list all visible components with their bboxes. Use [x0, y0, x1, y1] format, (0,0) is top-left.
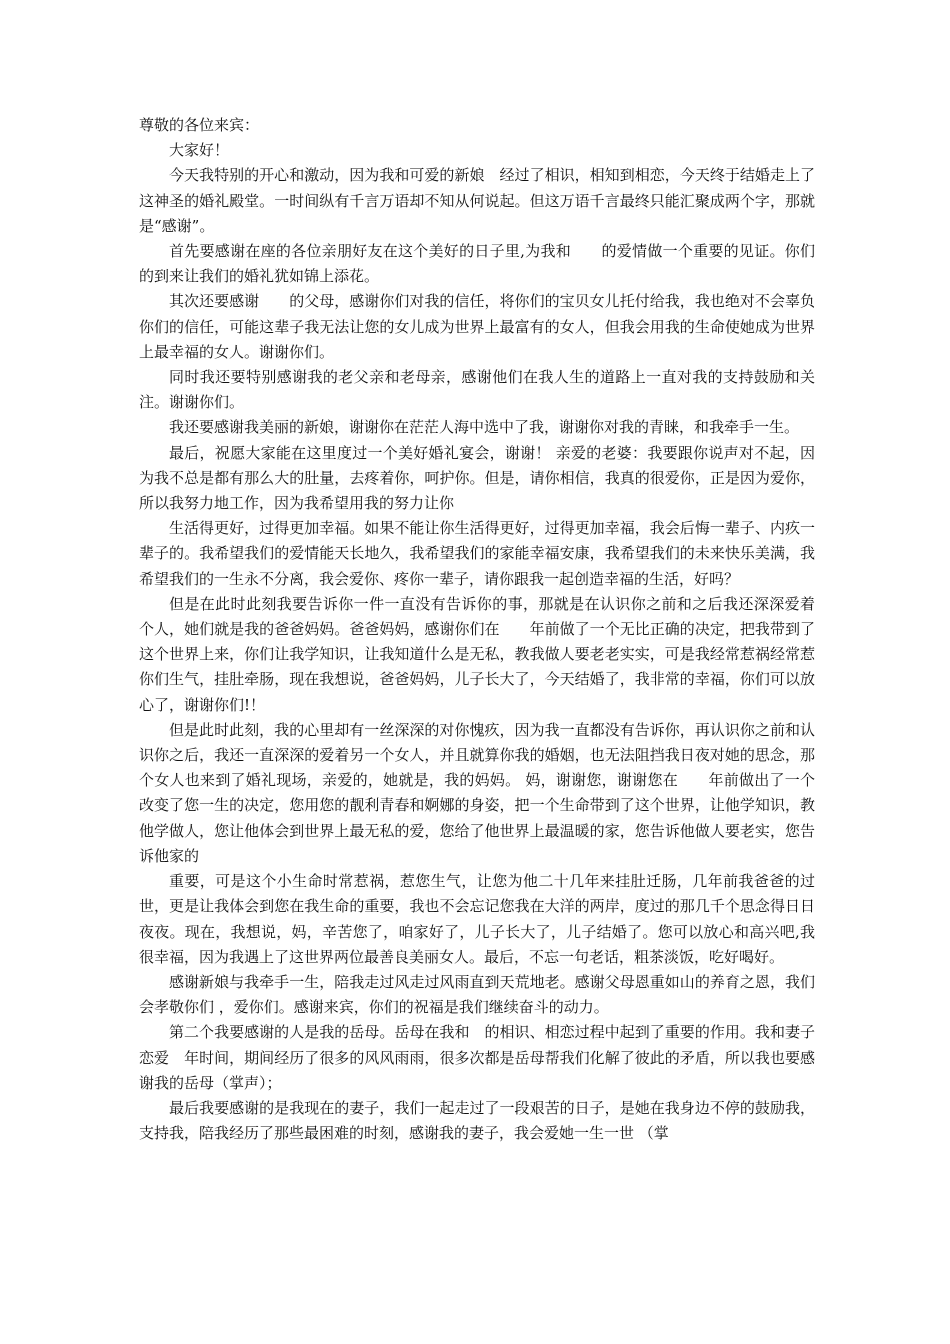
paragraph-gratitude: 感谢新娘与我牵手一生，陪我走过风走过风雨直到天荒地老。感谢父母恩重如山的养育之恩，我们会孝敬你们 ，爱你们。感谢来宾，你们的祝福是我们继续奋斗的动力。 — [139, 972, 815, 1017]
paragraph-greeting: 大家好！ — [169, 141, 230, 160]
paragraph-mother-continued: 重要，可是这个小生命时常惹祸，惹您生气，让您为他二十几年来挂肚迁肠，几年前我爸爸的过世，更是让我体会到您在我生命的重要，我也不会忘记您我在大洋的两岸，度过的那几千个思念得日日夜夜。现在，我想说，妈，辛苦您了，咱家好了，儿子长大了，儿子结婚了。您可以放心和高兴吧,我很幸福，因为我遇上了这世界两位最善良美丽女人。最后，不忘一句老话，粗茶淡饭，吃好喝好。 — [139, 872, 815, 966]
paragraph-thanks-bride-parents: 其次还要感谢 的父母，感谢你们对我的信任，将你们的宝贝女儿托付给我，我也绝对不会辜负你们的信任，可能这辈子我无法让您的女儿成为世界上最富有的女人，但我会用我的生命使她成为世界上最幸福的女人。谢谢你们。 — [139, 292, 815, 361]
paragraph-wife-closing: 最后我要感谢的是我现在的妻子，我们一起走过了一段艰苦的日子，是她在我身边不停的鼓励我，支持我，陪我经历了那些最困难的时刻，感谢我的妻子，我会爱她一生一世 （掌 — [139, 1098, 815, 1143]
salutation: 尊敬的各位来宾： — [139, 116, 260, 134]
paragraph-parents: 但是在此时此刻我要告诉你一件一直没有告诉你的事，那就是在认识你之前和之后我还深深爱着 个人，她们就是我的爸爸妈妈。爸爸妈妈，感谢你们在 年前做了一个无比正确的决定，把我带到了这个世界上来，你们让我学知识，让我知道什么是无私，教我做人要老老实实，可是我经常惹祸经常惹你们生气，挂肚牵肠，现在我想说，爸爸妈妈，儿子长大了，今天结婚了，我非常的幸福，你们可以放心了，谢谢你们!！ — [139, 594, 831, 714]
paragraph-thanks-guests: 首先要感谢在座的各位亲朋好友在这个美好的日子里,为我和 的爱情做一个重要的见证。你们的到来让我们的婚礼犹如锦上添花。 — [139, 242, 815, 286]
paragraph-mother: 但是此时此刻，我的心里却有一丝深深的对你愧疚，因为我一直都没有告诉你，再认识你之前和认识你之后，我还一直深深的爱着另一个女人，并且就算你我的婚姻，也无法阻挡我日夜对她的思念，那个女人也来到了婚礼现场，亲爱的，她就是，我的妈妈。 妈，谢谢您，谢谢您在 年前做出了一个改变了您一生的决定，您用您的靓利青春和婀娜的身姿，把一个生命带到了这个世界，让他学知识，教他学做人，您让他体会到世界上最无私的爱，您给了他世界上最温暖的家，您告诉他做人要老实，您告诉他家的 — [139, 720, 815, 865]
document-page — [139, 113, 831, 1146]
paragraph-thanks-own-parents: 同时我还要特别感谢我的老父亲和老母亲，感谢他们在我人生的道路上一直对我的支持鼓励和关注。谢谢你们。 — [139, 368, 815, 412]
paragraph-to-wife: 最后，祝愿大家能在这里度过一个美好婚礼宴会，谢谢！ 亲爱的老婆：我要跟你说声对不起，因为我不总是都有那么大的肚量，去疼着你，呵护你。但是，请你相信，我真的很爱你，正是因为爱你，所以我努力地工作，因为我希望用我的努力让你 — [139, 443, 815, 513]
paragraph-thanks-bride: 我还要感谢我美丽的新娘，谢谢你在茫茫人海中选中了我，谢谢你对我的青睐，和我牵手一生。 — [169, 418, 800, 437]
paragraph-opening: 今天我特别的开心和激动，因为我和可爱的新娘 经过了相识，相知到相恋，今天终于结婚走上了这神圣的婚礼殿堂。一时间纵有千言万语却不知从何说起。但这万语千言最终只能汇聚成两个字，那就是“感谢”。 — [139, 166, 815, 235]
paragraph-promise: 生活得更好，过得更加幸福。如果不能让你生活得更好，过得更加幸福，我会后悔一辈子、内疚一辈子的。我希望我们的爱情能天长地久，我希望我们的家能幸福安康，我希望我们的未来快乐美满，我希望我们的一生永不分离，我会爱你、疼你一辈子，请你跟我一起创造幸福的生活，好吗？ — [139, 519, 815, 588]
paragraph-mother-in-law: 第二个我要感谢的人是我的岳母。岳母在我和 的相识、相恋过程中起到了重要的作用。我和妻子恋爱 年时间，期间经历了很多的风风雨雨，很多次都是岳母帮我们化解了彼此的矛盾，所以我也要感谢我的岳母（掌声）； — [139, 1023, 815, 1092]
